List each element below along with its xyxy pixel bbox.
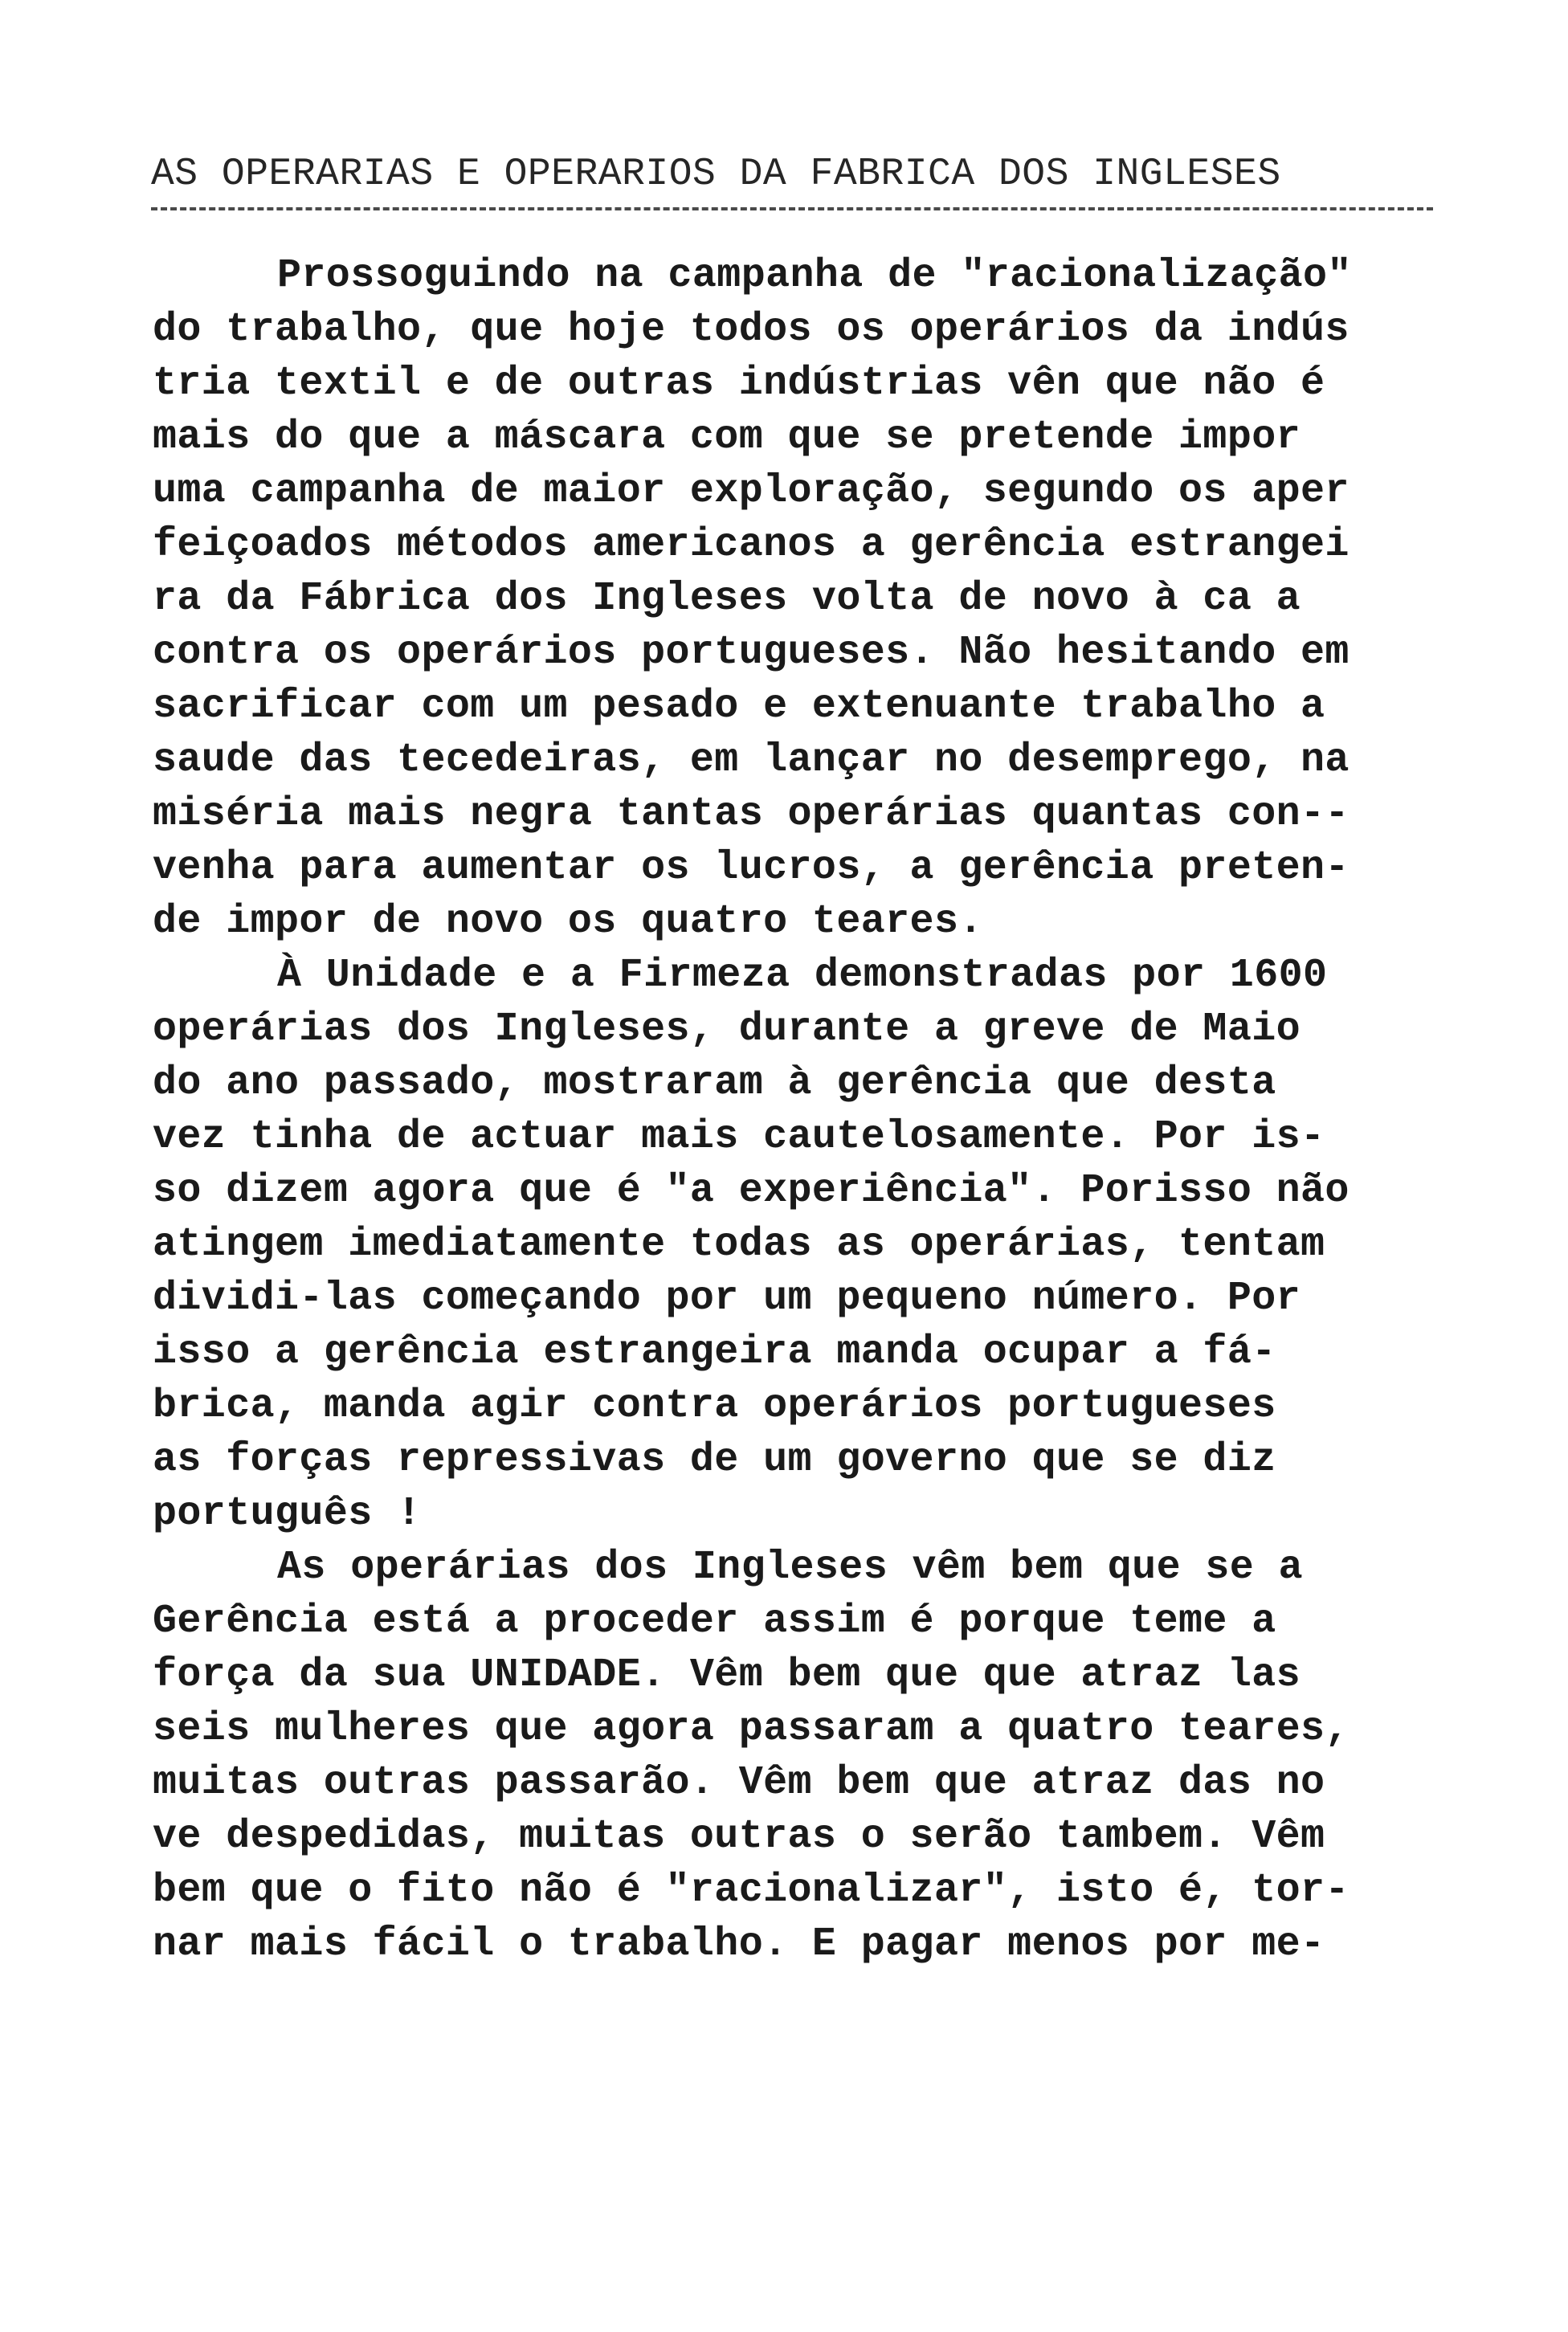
document-body <box>153 249 1470 1971</box>
text-line: As operárias dos Ingleses vêm bem que se a <box>277 1545 1304 1591</box>
text-line: muitas outras passarão. Vêm bem que atraz das no <box>153 1760 1325 1806</box>
text-line: operárias dos Ingleses, durante a greve de Maio <box>153 1007 1301 1052</box>
text-line: de impor de novo os quatro teares. <box>153 899 983 945</box>
text-line: venha para aumentar os lucros, a gerência preten- <box>153 845 1350 891</box>
text-line: so dizem agora que é "a experiência". Porisso não <box>153 1168 1350 1214</box>
text-line: tria textil e de outras indústrias vên que não é <box>153 361 1325 406</box>
text-line: as forças repressivas de um governo que se diz <box>153 1437 1276 1483</box>
text-line: força da sua UNIDADE. Vêm bem que que atraz las <box>153 1652 1301 1698</box>
text-line: português ! <box>153 1491 422 1537</box>
text-line: sacrificar com um pesado e extenuante trabalho a <box>153 684 1325 729</box>
paragraph-3 <box>153 1541 1470 1971</box>
text-line: bem que o fito não é "racionalizar", isto é, tor- <box>153 1868 1350 1913</box>
text-line: contra os operários portugueses. Não hesitando em <box>153 630 1350 676</box>
text-line: do trabalho, que hoje todos os operários da indús <box>153 307 1350 353</box>
text-line: Gerência está a proceder assim é porque teme a <box>153 1599 1276 1644</box>
text-line: ra da Fábrica dos Ingleses volta de novo à ca a <box>153 576 1301 622</box>
text-line: Prossoguindo na campanha de "racionalização" <box>277 253 1352 299</box>
text-line: saude das tecedeiras, em lançar no desemprego, na <box>153 737 1350 783</box>
text-line: mais do que a máscara com que se pretende impor <box>153 415 1301 460</box>
text-line: ve despedidas, muitas outras o serão tambem. Vêm <box>153 1814 1325 1860</box>
text-line: feiçoados métodos americanos a gerência estrangei <box>153 522 1350 568</box>
text-line: brica, manda agir contra operários portugueses <box>153 1383 1276 1429</box>
paragraph-1 <box>153 249 1470 949</box>
document-title: AS OPERARIAS E OPERARIOS DA FABRICA DOS INGLESES <box>151 153 1281 196</box>
text-line: uma campanha de maior exploração, segundo os aper <box>153 468 1350 514</box>
text-line: miséria mais negra tantas operárias quantas con-- <box>153 791 1350 837</box>
paragraph-2 <box>153 949 1470 1541</box>
text-line: vez tinha de actuar mais cautelosamente. Por is- <box>153 1114 1325 1160</box>
title-underline <box>151 207 1433 210</box>
text-line: seis mulheres que agora passaram a quatro teares, <box>153 1706 1350 1752</box>
text-line: dividi-las começando por um pequeno número. Por <box>153 1276 1301 1321</box>
text-line: nar mais fácil o trabalho. E pagar menos por me- <box>153 1922 1325 1967</box>
text-line: do ano passado, mostraram à gerência que desta <box>153 1060 1276 1106</box>
text-line: À Unidade e a Firmeza demonstradas por 1600 <box>277 953 1328 999</box>
text-line: atingem imediatamente todas as operárias, tentam <box>153 1222 1325 1268</box>
text-line: isso a gerência estrangeira manda ocupar a fá- <box>153 1329 1276 1375</box>
